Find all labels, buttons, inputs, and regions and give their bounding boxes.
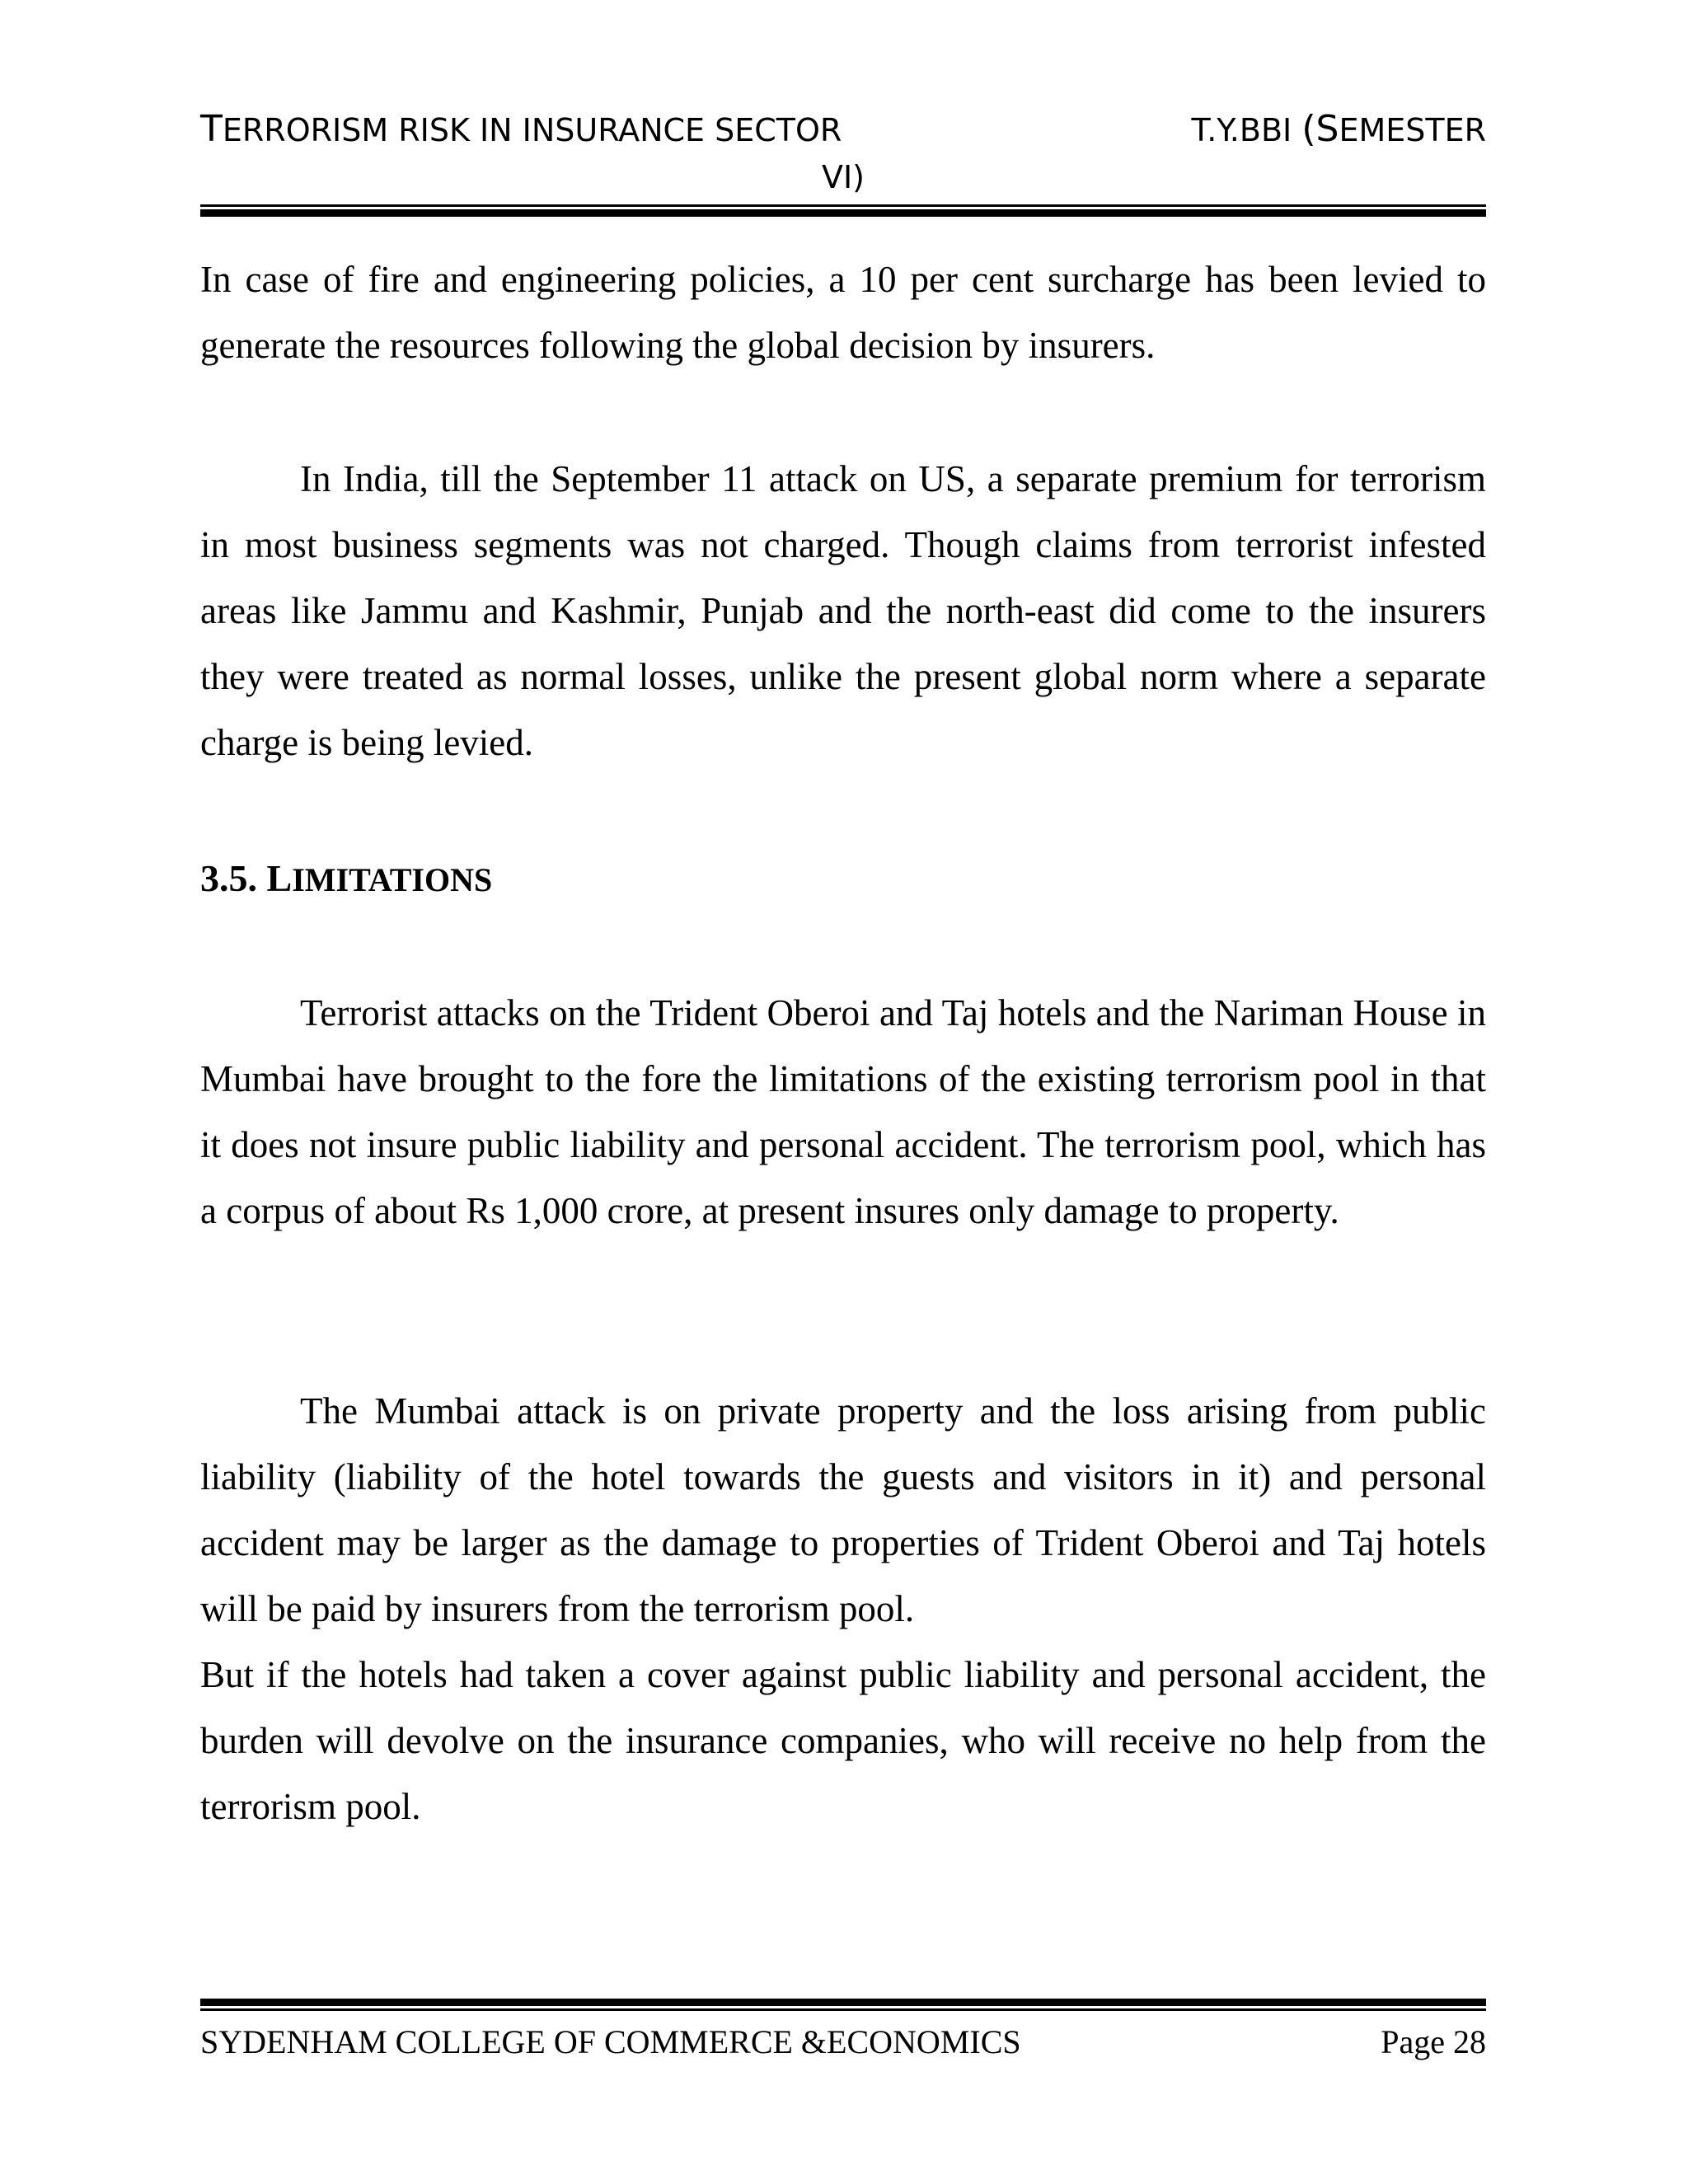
header-course-text: T.Y.BBI: [1191, 112, 1302, 148]
paragraph-surcharge: In case of fire and engineering policies, a 10 per cent surcharge has been levied to generate the resources following the global decision by insurers.: [200, 259, 1486, 366]
header-course-cap: (S: [1301, 108, 1339, 150]
header-course-wrap: VI): [821, 159, 865, 195]
footer-college: SYDENHAM COLLEGE OF COMMERCE &ECONOMICS: [200, 2023, 1021, 2060]
heading-rest: IMITATIONS: [292, 861, 493, 898]
header-title-rest: ERRORISM RISK IN INSURANCE SECTOR: [222, 112, 842, 148]
heading-number: 3.5. L: [200, 857, 293, 899]
paragraph-india-premium: In India, till the September 11 attack on US, a separate premium for terrorism in most business segments was not charged. Though claims from terrorist infested areas like Jammu and Kashmir, Punjab and the north-east did come to the insurers they were treated as normal losses, unlike the present global norm where a separate charge is being levied.: [200, 458, 1486, 763]
footer-page-number: Page 28: [1381, 2023, 1486, 2060]
paragraph-hotels-cover: But if the hotels had taken a cover against public liability and personal accident, the burden will devolve on the insurance companies, who will receive no help from the terrorism pool.: [200, 1654, 1486, 1827]
header-course: [1192, 105, 1486, 154]
header-title: [200, 105, 842, 154]
header-rule-thick: [200, 209, 1486, 217]
paragraph-terrorist-attacks: Terrorist attacks on the Trident Oberoi and Taj hotels and the Nariman House in Mumbai have brought to the fore the limitations of the existing terrorism pool in that it does not insure public liability and personal accident. The terrorism pool, which has a corpus of about Rs 1,000 crore, at present insures only damage to property.: [200, 992, 1486, 1231]
footer-rule-thin: [200, 2008, 1486, 2011]
header-rule-thin: [200, 204, 1486, 207]
paragraph-mumbai-attack: The Mumbai attack is on private property and the loss arising from public liability (liability of the hotel towards the guests and visitors in it) and personal accident may be larger as the damage to properties of Trident Oberoi and Taj hotels will be paid by insurers from the terrorism pool.: [200, 1390, 1486, 1629]
header-course-rest: EMESTER: [1339, 112, 1486, 148]
section-heading-limitations: [200, 854, 1486, 905]
footer-rule-thick: [200, 1999, 1486, 2006]
header-title-cap: T: [200, 108, 223, 150]
